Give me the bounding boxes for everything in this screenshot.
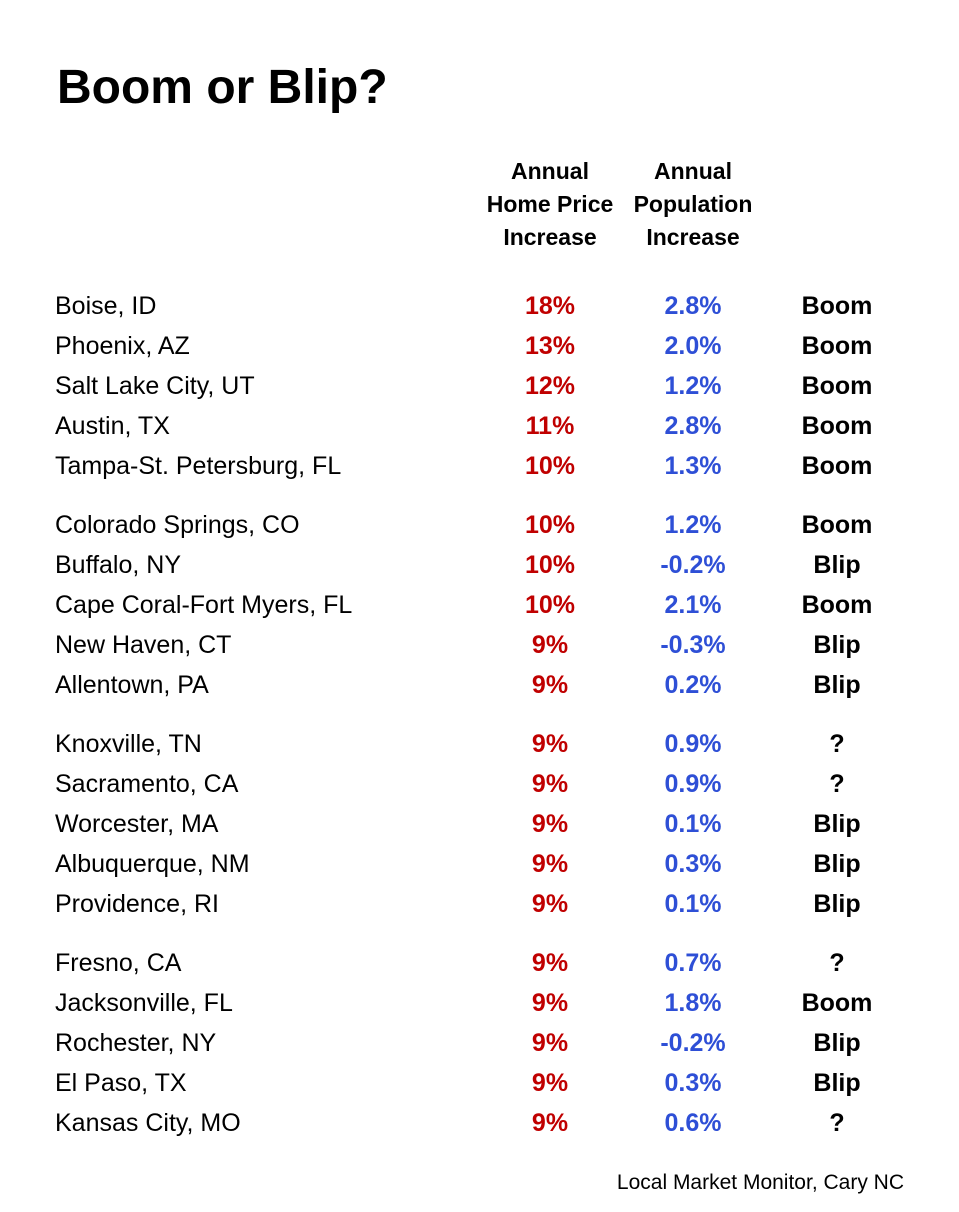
- population-increase: 0.3%: [664, 1069, 722, 1097]
- population-increase: 2.8%: [664, 292, 722, 320]
- home-price-increase: 10%: [524, 551, 576, 579]
- city-name: Jacksonville, FL: [55, 989, 233, 1017]
- population-increase: 2.8%: [664, 412, 722, 440]
- column-header-line: Population: [633, 191, 753, 217]
- city-name: Knoxville, TN: [55, 730, 202, 758]
- table-row: [0, 804, 959, 844]
- population-increase: -0.2%: [660, 1029, 726, 1057]
- city-name: Austin, TX: [55, 412, 170, 440]
- table-row: [0, 943, 959, 983]
- home-price-increase: 9%: [531, 850, 569, 878]
- population-increase: 0.3%: [664, 850, 722, 878]
- column-header-population: [618, 155, 768, 254]
- table-row: [0, 286, 959, 326]
- home-price-increase: 9%: [531, 1109, 569, 1137]
- population-increase: 0.1%: [664, 810, 722, 838]
- city-name: Salt Lake City, UT: [55, 372, 255, 400]
- home-price-increase: 9%: [531, 730, 569, 758]
- verdict-label: Blip: [813, 551, 861, 579]
- table-row: [0, 884, 959, 924]
- column-header-line: Increase: [646, 224, 740, 250]
- verdict-label: Boom: [801, 452, 873, 480]
- home-price-increase: 9%: [531, 1029, 569, 1057]
- home-price-increase: 9%: [531, 1069, 569, 1097]
- home-price-increase: 10%: [524, 511, 576, 539]
- verdict-label: ?: [829, 949, 845, 977]
- column-header-line: Increase: [503, 224, 597, 250]
- table-row: [0, 844, 959, 884]
- population-increase: 0.7%: [664, 949, 722, 977]
- verdict-label: Boom: [801, 332, 873, 360]
- city-name: Worcester, MA: [55, 810, 219, 838]
- city-name: Tampa-St. Petersburg, FL: [55, 452, 342, 480]
- population-increase: 0.2%: [664, 671, 722, 699]
- verdict-label: ?: [829, 730, 845, 758]
- table-row: [0, 764, 959, 804]
- city-name: Fresno, CA: [55, 949, 182, 977]
- verdict-label: Blip: [813, 810, 861, 838]
- city-name: Albuquerque, NM: [55, 850, 250, 878]
- table-row: [0, 446, 959, 486]
- home-price-increase: 9%: [531, 770, 569, 798]
- population-increase: 0.1%: [664, 890, 722, 918]
- home-price-increase: 10%: [524, 591, 576, 619]
- column-header-line: Annual: [654, 158, 732, 184]
- home-price-increase: 11%: [525, 412, 575, 440]
- verdict-label: Blip: [813, 671, 861, 699]
- population-increase: 1.2%: [664, 372, 722, 400]
- verdict-label: Boom: [801, 412, 873, 440]
- city-name: Providence, RI: [55, 890, 219, 918]
- verdict-label: ?: [829, 1109, 845, 1137]
- population-increase: 0.9%: [664, 730, 722, 758]
- population-increase: 0.9%: [664, 770, 722, 798]
- home-price-increase: 9%: [531, 810, 569, 838]
- source-credit: Local Market Monitor, Cary NC: [616, 1171, 904, 1194]
- verdict-label: Blip: [813, 1069, 861, 1097]
- city-name: Allentown, PA: [55, 671, 209, 699]
- population-increase: 1.3%: [664, 452, 722, 480]
- home-price-increase: 18%: [524, 292, 576, 320]
- city-name: New Haven, CT: [55, 631, 232, 659]
- verdict-label: Boom: [801, 511, 873, 539]
- table-row: [0, 1023, 959, 1063]
- chart-title: Boom or Blip?: [57, 61, 388, 114]
- city-name: Rochester, NY: [55, 1029, 217, 1057]
- table-row: [0, 366, 959, 406]
- table-row: [0, 1103, 959, 1143]
- home-price-increase: 9%: [531, 890, 569, 918]
- population-increase: -0.3%: [660, 631, 726, 659]
- verdict-label: Boom: [801, 372, 873, 400]
- population-increase: 0.6%: [664, 1109, 722, 1137]
- city-name: Colorado Springs, CO: [55, 511, 300, 539]
- column-header-line: Home Price: [486, 191, 614, 217]
- city-name: Cape Coral-Fort Myers, FL: [55, 591, 353, 619]
- home-price-increase: 9%: [531, 631, 569, 659]
- city-name: Buffalo, NY: [55, 551, 182, 579]
- home-price-increase: 13%: [524, 332, 576, 360]
- home-price-increase: 9%: [531, 989, 569, 1017]
- home-price-increase: 12%: [524, 372, 576, 400]
- table-row: [0, 625, 959, 665]
- table-row: [0, 505, 959, 545]
- population-increase: 1.8%: [664, 989, 722, 1017]
- population-increase: 2.1%: [664, 591, 722, 619]
- table-row: [0, 724, 959, 764]
- table-row: [0, 665, 959, 705]
- table-row: [0, 585, 959, 625]
- verdict-label: Blip: [813, 1029, 861, 1057]
- verdict-label: ?: [829, 770, 845, 798]
- table-row: [0, 545, 959, 585]
- verdict-label: Boom: [801, 989, 873, 1017]
- home-price-increase: 10%: [524, 452, 576, 480]
- verdict-label: Boom: [801, 591, 873, 619]
- population-increase: -0.2%: [660, 551, 726, 579]
- population-increase: 2.0%: [664, 332, 722, 360]
- column-header-home-price: [475, 155, 625, 254]
- city-name: El Paso, TX: [55, 1069, 187, 1097]
- population-increase: 1.2%: [664, 511, 722, 539]
- verdict-label: Blip: [813, 850, 861, 878]
- table-row: [0, 983, 959, 1023]
- city-name: Boise, ID: [55, 292, 157, 320]
- verdict-label: Blip: [813, 890, 861, 918]
- verdict-label: Boom: [801, 292, 873, 320]
- table-row: [0, 1063, 959, 1103]
- table-row: [0, 326, 959, 366]
- home-price-increase: 9%: [531, 671, 569, 699]
- home-price-increase: 9%: [531, 949, 569, 977]
- city-name: Kansas City, MO: [55, 1109, 241, 1137]
- table-row: [0, 406, 959, 446]
- verdict-label: Blip: [813, 631, 861, 659]
- column-header-line: Annual: [511, 158, 589, 184]
- city-name: Sacramento, CA: [55, 770, 239, 798]
- city-name: Phoenix, AZ: [55, 332, 190, 360]
